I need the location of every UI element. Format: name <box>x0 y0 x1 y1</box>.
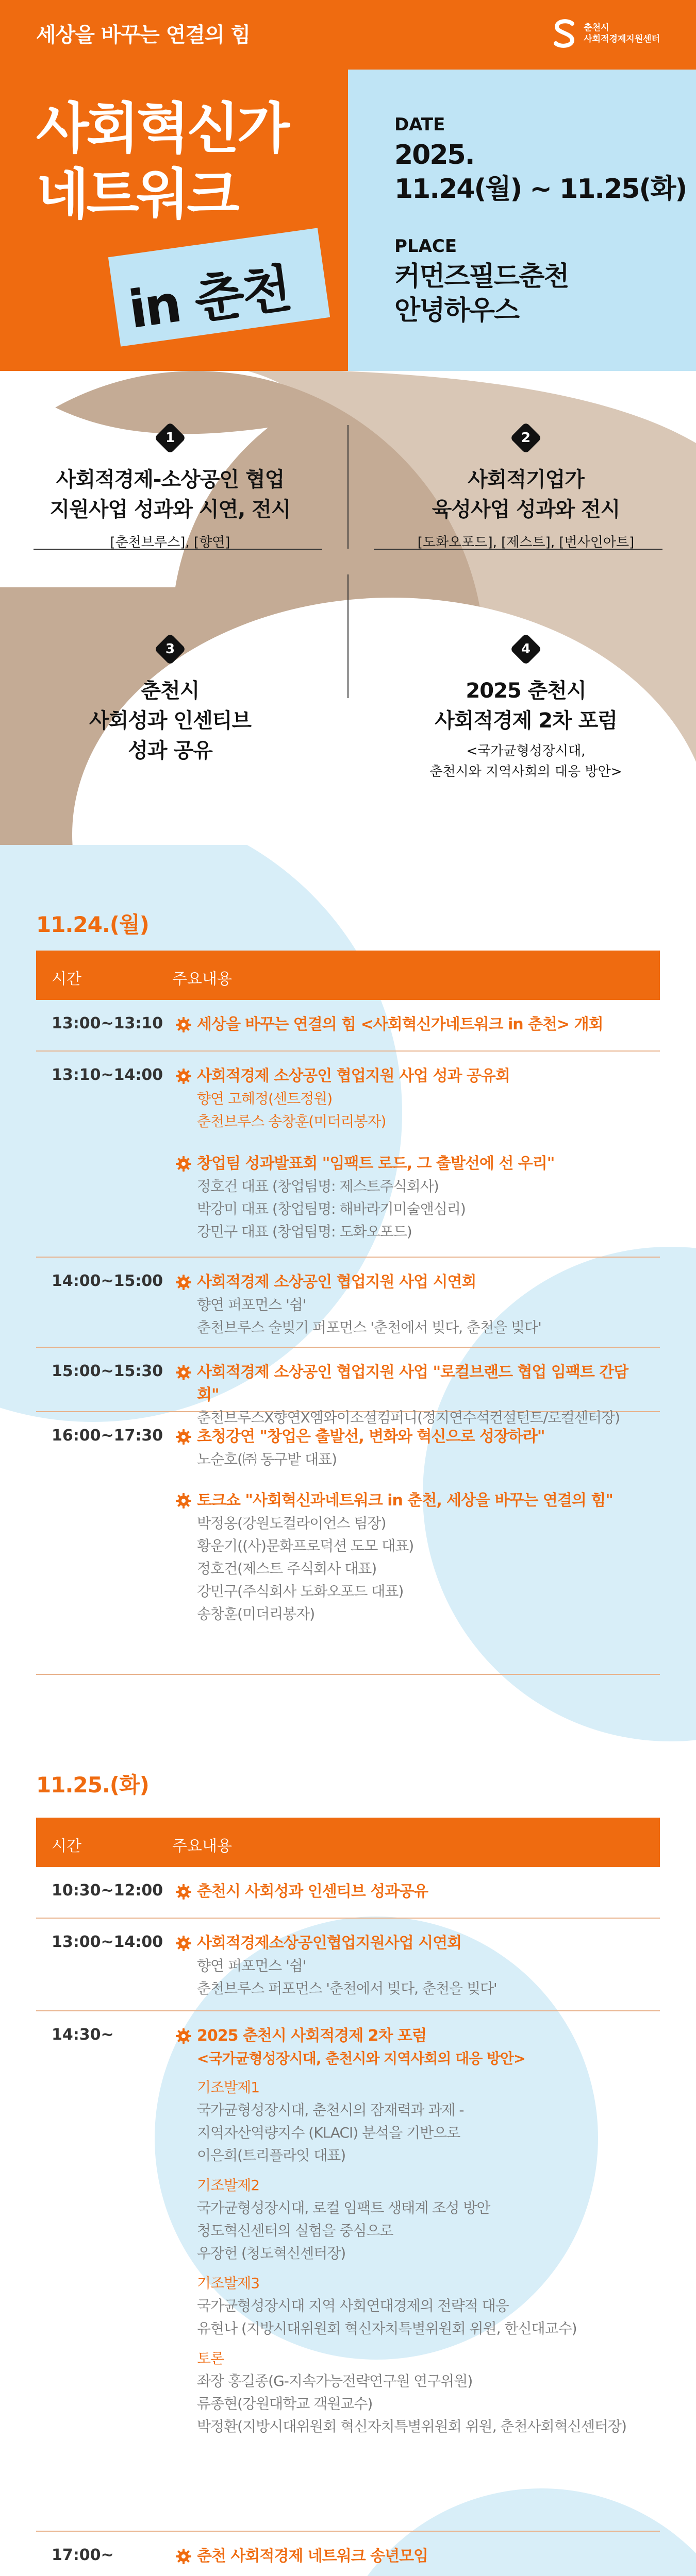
highlight-4-sub-2: 춘천시와 지역사회의 대응 방안> <box>429 764 622 779</box>
highlight-2-title-2: 육성사업 성과와 전시 <box>432 498 620 521</box>
item-line: 강민구 대표 (창업팀명: 도화오포드) <box>197 1223 412 1240</box>
col-content: 주요내용 <box>172 970 232 988</box>
top-bar <box>0 0 696 70</box>
highlight-3 <box>26 634 314 766</box>
keynote-label: 기조발제2 <box>197 2177 260 2194</box>
item-line: 향연 고혜정(센트정원) <box>197 1090 333 1107</box>
highlight-2-title-1: 사회적기업가 <box>468 468 584 492</box>
highlight-2 <box>382 422 670 553</box>
title-line-1: 사회혁신가 <box>36 97 287 160</box>
col-time: 시간 <box>52 970 81 988</box>
gear-icon <box>175 1016 192 1033</box>
item-line: 향연 퍼포먼스 '쉼' <box>197 1296 306 1313</box>
logo-line1: 춘천시 <box>584 23 609 33</box>
item-head: 2025 춘천시 사회적경제 2차 포럼 <box>175 2025 650 2047</box>
title-line-2: 네트워크 <box>36 163 237 226</box>
highlight-1-title-1: 사회적경제-소상공인 협업 <box>56 468 285 492</box>
item-line: 박정환(지방시대위원회 혁신자치특별위원회 위원, 춘천사회혁신센터장) <box>197 2418 626 2435</box>
col-time: 시간 <box>52 1837 81 1855</box>
item-line: 정호건(제스트 주식회사 대표) <box>197 1560 377 1577</box>
item-head: 춘천 사회적경제 네트워크 송년모임 <box>175 2545 650 2568</box>
highlight-3-title-3: 성과 공유 <box>128 739 212 762</box>
keynote-label: 기조발제3 <box>197 2275 260 2292</box>
gear-icon <box>175 1935 192 1952</box>
item-line: 유현나 (지방시대위원회 혁신자치특별위원회 위원, 한신대교수) <box>197 2320 577 2337</box>
highlight-1-sub: [춘천브루스], [향연] <box>110 535 230 550</box>
forum-subtitle: <국가균형성장시대, 춘천시와 지역사회의 대응 방안> <box>197 2050 525 2067</box>
item-line: 우장헌 (청도혁신센터장) <box>197 2245 346 2262</box>
list-item <box>175 1153 650 1243</box>
date-year: 2025. <box>394 140 474 171</box>
item-head: 초청강연 "창업은 출발선, 변화와 혁신으로 성장하라" <box>175 1426 650 1448</box>
row-time: 14:30~ <box>52 2026 114 2044</box>
place-label: PLACE <box>394 236 457 257</box>
item-head: 세상을 바꾸는 연결의 힘 <사회혁신가네트워크 in 춘천> 개회 <box>175 1013 650 1036</box>
item-head: 사회적경제 소상공인 협업지원 사업 시연회 <box>175 1271 650 1294</box>
list-item <box>175 1880 650 1903</box>
list-item <box>175 1426 650 1471</box>
date-range: 11.24(월) ~ 11.25(화) <box>394 174 687 205</box>
day1-title: 11.24.(월) <box>36 912 149 937</box>
organization-logo <box>553 19 660 48</box>
list-item <box>175 1489 650 1625</box>
list-item <box>175 2545 650 2568</box>
item-line: 좌장 홍길종(G-지속가능전략연구원 연구위원) <box>197 2372 473 2389</box>
logo-s-icon <box>553 19 576 48</box>
item-line: 송창훈(미더리봉자) <box>197 1605 315 1622</box>
day1-table-header <box>36 951 660 1000</box>
highlight-4-title-1: 2025 춘천시 <box>466 679 586 703</box>
row-time: 16:00~17:30 <box>52 1427 163 1445</box>
item-head: 토크쇼 "사회혁신과네트워크 in 춘천, 세상을 바꾸는 연결의 힘" <box>175 1489 650 1512</box>
item-head: 창업팀 성과발표회 "임팩트 로드, 그 출발선에 선 우리" <box>175 1153 650 1175</box>
item-line: 이은희(트리플라잇 대표) <box>197 2147 346 2164</box>
item-line: 지역자산역량지수 (KLACI) 분석을 기반으로 <box>197 2124 460 2141</box>
row-time: 14:00~15:00 <box>52 1272 163 1290</box>
discussion-label: 토론 <box>197 2350 224 2367</box>
row-time: 15:00~15:30 <box>52 1362 163 1380</box>
item-line: 춘천브루스X향연X엠와이소셜컴퍼니(정지연수석컨설턴트/로컬센터장) <box>197 1409 620 1426</box>
highlight-4 <box>382 634 670 782</box>
item-line: 국가균형성장시대, 춘천시의 잠재력과 과제 - <box>197 2102 464 2119</box>
row-time: 13:10~14:00 <box>52 1066 163 1084</box>
diamond-badge-icon: 2 <box>510 422 541 453</box>
divider-vertical-bottom <box>347 574 349 698</box>
place-line-1: 커먼즈필드춘천 <box>394 261 569 292</box>
highlight-4-title-2: 사회적경제 2차 포럼 <box>435 709 617 733</box>
table-row <box>36 1412 660 1675</box>
highlight-4-sub-1: <국가균형성장시대, <box>466 743 586 759</box>
date-label: DATE <box>394 114 445 135</box>
gear-icon <box>175 1364 192 1381</box>
item-line: 향연 퍼포먼스 '쉼' <box>197 1957 306 1974</box>
program-highlights <box>0 371 696 845</box>
table-row <box>36 1052 660 1258</box>
logo-line2: 사회적경제지원센터 <box>584 34 660 44</box>
row-time: 13:00~14:00 <box>52 1933 163 1951</box>
item-head: 사회적경제소상공인협업지원사업 시연회 <box>175 1932 650 1955</box>
list-item <box>175 1271 650 1339</box>
diamond-badge-icon: 4 <box>510 634 541 665</box>
diamond-badge-icon: 1 <box>155 422 186 453</box>
item-line: 춘천브루스 송창훈(미더리봉자) <box>197 1113 386 1130</box>
item-line: 박강미 대표 (창업팀명: 해바라기미술앤심리) <box>197 1200 466 1217</box>
row-time: 17:00~ <box>52 2546 114 2564</box>
table-row <box>36 1348 660 1426</box>
item-line: 국가균형성장시대 지역 사회연대경제의 전략적 대응 <box>197 2297 509 2314</box>
col-content: 주요내용 <box>172 1837 232 1855</box>
keynote-label: 기조발제1 <box>197 2079 260 2096</box>
city-tag: in 춘천 <box>125 258 294 341</box>
table-row <box>36 2011 660 2532</box>
highlight-3-title-2: 사회성과 인센티브 <box>89 709 252 733</box>
item-line: 정호건 대표 (창업팀명: 제스트주식회사) <box>197 1178 439 1195</box>
row-time: 13:00~13:10 <box>52 1014 163 1032</box>
gear-icon <box>175 2028 192 2044</box>
place-line-2: 안녕하우스 <box>394 295 519 326</box>
diamond-badge-icon: 3 <box>155 634 186 665</box>
table-row <box>36 1258 660 1348</box>
list-item <box>175 1932 650 2000</box>
highlight-1 <box>26 422 314 553</box>
gear-icon <box>175 2548 192 2565</box>
gear-icon <box>175 1274 192 1291</box>
list-item <box>175 2025 650 2438</box>
item-line: 박정옹(강원도컬라이언스 팀장) <box>197 1515 386 1532</box>
highlight-2-sub: [도화오포드], [제스트], [번사인아트] <box>417 535 635 550</box>
day2-table-header <box>36 1818 660 1867</box>
item-line: 황운기((사)문화프로덕션 도모 대표) <box>197 1537 414 1554</box>
item-line: 노순호(㈜ 동구밭 대표) <box>197 1451 337 1468</box>
item-head: 춘천시 사회성과 인센티브 성과공유 <box>175 1880 650 1903</box>
item-line: 강민구(주식회사 도화오포드 대표) <box>197 1583 404 1600</box>
table-row <box>36 1000 660 1052</box>
item-head: 사회적경제 소상공인 협업지원 사업 "로컬브랜드 협업 임팩트 간담회" <box>175 1361 650 1406</box>
item-line: 청도혁신센터의 실험을 중심으로 <box>197 2222 393 2239</box>
row-time: 10:30~12:00 <box>52 1882 163 1900</box>
list-item <box>175 1013 650 1036</box>
item-line: 국가균형성장시대, 로컬 임팩트 생태계 조성 방안 <box>197 2199 490 2216</box>
list-item <box>175 1065 650 1133</box>
gear-icon <box>175 1884 192 1900</box>
highlight-1-title-2: 지원사업 성과와 시연, 전시 <box>49 498 291 521</box>
highlight-3-title-1: 춘천시 <box>141 679 200 703</box>
slogan: 세상을 바꾸는 연결의 힘 <box>36 23 251 47</box>
gear-icon <box>175 1068 192 1084</box>
divider-vertical-top <box>347 425 349 549</box>
item-line: 류종현(강원대학교 객원교수) <box>197 2395 373 2412</box>
table-row <box>36 2532 660 2576</box>
gear-icon <box>175 1493 192 1509</box>
gear-icon <box>175 1429 192 1445</box>
item-head: 사회적경제 소상공인 협업지원 사업 성과 공유회 <box>175 1065 650 1088</box>
table-row <box>36 1867 660 1919</box>
day2-title: 11.25.(화) <box>36 1772 149 1798</box>
item-line: 춘천브루스 술빚기 퍼포먼스 '춘천에서 빚다, 춘천을 빚다' <box>197 1319 541 1336</box>
table-row <box>36 1919 660 2011</box>
gear-icon <box>175 1156 192 1172</box>
item-line: 춘천브루스 퍼포먼스 '춘천에서 빚다, 춘천을 빚다' <box>197 1980 497 1997</box>
